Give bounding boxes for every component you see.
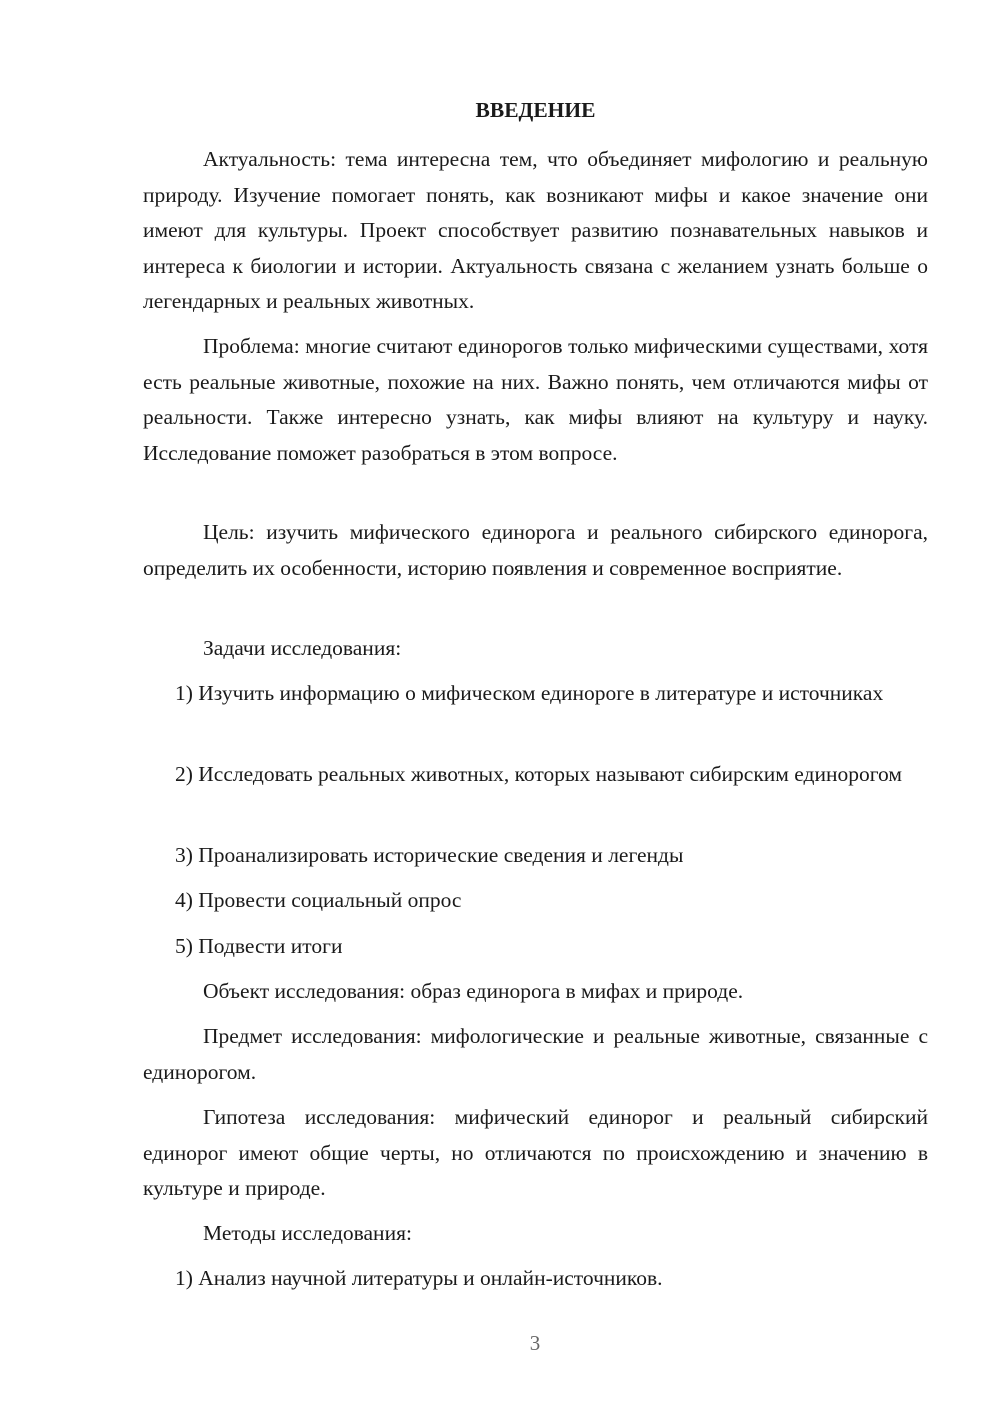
list-item-task-1: 1) Изучить информацию о мифическом единороге в литературе и источниках bbox=[175, 681, 884, 705]
paragraph-problem: Проблема: многие считают единорогов только мифическими существами, хотя есть реальные животные, похожие на них. Важно понять, чем отличаются мифы от реальности. Также интересно узнать, как мифы влияют на культуру и науку. Исследование поможет разобраться в этом вопросе. bbox=[143, 334, 928, 465]
section-title: ВВЕДЕНИЕ bbox=[475, 98, 596, 122]
paragraph-goal: Цель: изучить мифического единорога и реального сибирского единорога, определить их особенности, историю появления и современное восприятие. bbox=[143, 520, 928, 580]
paragraph-methods-heading: Методы исследования: bbox=[203, 1221, 412, 1245]
paragraph-hypothesis: Гипотеза исследования: мифический единорог и реальный сибирский единорог имеют общие черты, но отличаются по происхождению и значению в культуре и природе. bbox=[143, 1105, 928, 1200]
paragraph-relevance: Актуальность: тема интересна тем, что объединяет мифологию и реальную природу. Изучение помогает понять, как возникают мифы и какое значение они имеют для культуры. Проект способствует развитию познавательных навыков и интереса к биологии и истории. Актуальность связана с желанием узнать больше о легендарных и реальных животных. bbox=[143, 147, 928, 313]
paragraph-tasks-heading: Задачи исследования: bbox=[203, 636, 402, 660]
paragraph-subject: Предмет исследования: мифологические и реальные животные, связанные с единорогом. bbox=[143, 1024, 928, 1084]
list-item-method-1: 1) Анализ научной литературы и онлайн-источников. bbox=[175, 1266, 663, 1290]
list-item-task-2: 2) Исследовать реальных животных, которых называют сибирским единорогом bbox=[175, 762, 902, 786]
paragraph-object: Объект исследования: образ единорога в мифах и природе. bbox=[203, 979, 744, 1003]
list-item-task-3: 3) Проанализировать исторические сведения и легенды bbox=[175, 843, 684, 867]
list-item-task-4: 4) Провести социальный опрос bbox=[175, 888, 462, 912]
page-number: 3 bbox=[529, 1331, 541, 1355]
list-item-task-5: 5) Подвести итоги bbox=[175, 934, 343, 958]
